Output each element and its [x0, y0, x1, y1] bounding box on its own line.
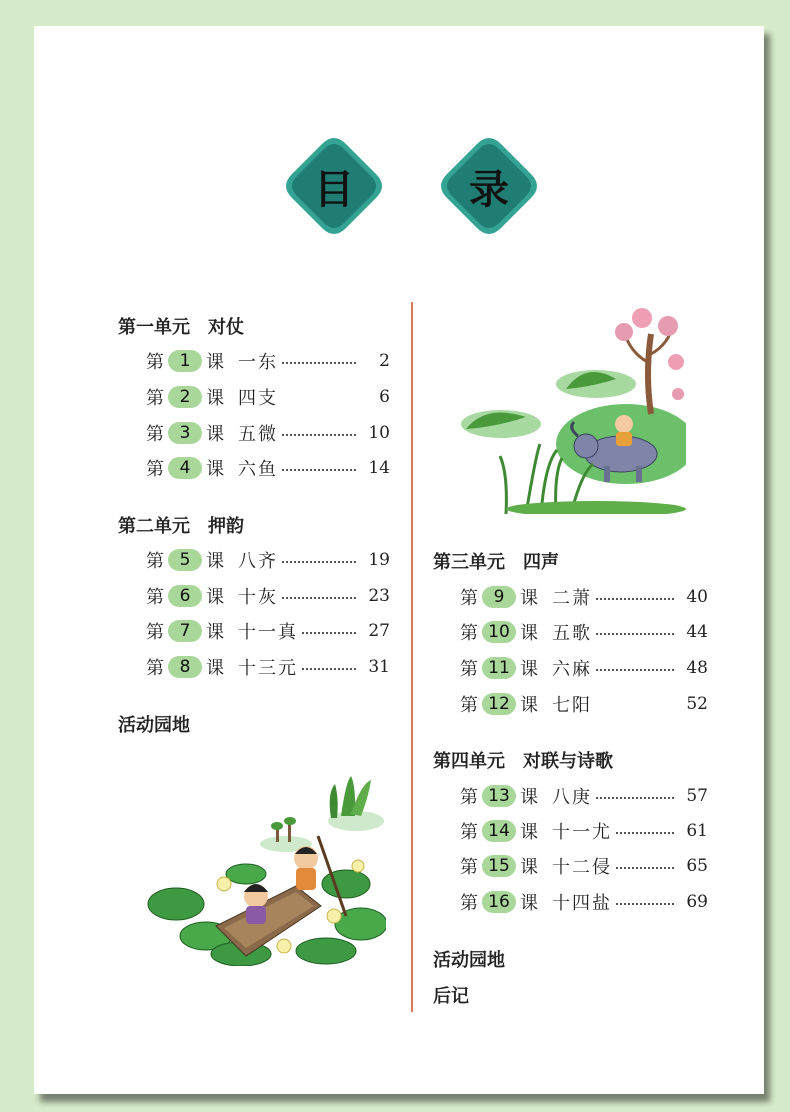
lesson-row-7[interactable] — [146, 618, 390, 644]
lesson-name: 十四盐 — [552, 893, 612, 914]
title-badge-2 — [439, 136, 539, 236]
unit-1-title[interactable] — [118, 313, 244, 339]
lesson-name: 十二侵 — [552, 857, 612, 878]
page-number: 57 — [686, 786, 708, 806]
page-number: 27 — [368, 621, 390, 641]
lesson-suffix: 课 — [206, 587, 224, 608]
lesson-suffix: 课 — [520, 857, 538, 878]
lesson-row-4[interactable] — [146, 455, 390, 481]
lesson-suffix: 课 — [206, 622, 224, 643]
lesson-name: 八庚 — [552, 787, 592, 808]
lesson-suffix: 课 — [520, 659, 538, 680]
lesson-name: 五微 — [238, 424, 278, 445]
lesson-number-badge: 2 — [168, 386, 202, 408]
lesson-number-badge: 9 — [482, 586, 516, 608]
toc-page — [34, 26, 764, 1094]
lesson-name: 四支 — [238, 388, 278, 409]
lesson-prefix: 第 — [146, 352, 164, 373]
leader-dots — [282, 434, 356, 436]
lesson-prefix: 第 — [460, 623, 478, 644]
unit-2-name: 押韵 — [208, 516, 244, 537]
title-badge-1 — [284, 136, 384, 236]
lesson-number-badge: 7 — [168, 620, 202, 642]
lesson-number-badge: 11 — [482, 657, 516, 679]
page-number: 19 — [368, 550, 390, 570]
lesson-prefix: 第 — [460, 659, 478, 680]
lesson-prefix: 第 — [460, 822, 478, 843]
page-number: 40 — [686, 587, 708, 607]
leader-dots — [282, 469, 356, 471]
leader-dots — [596, 633, 674, 635]
unit-2-title[interactable] — [118, 512, 244, 538]
unit-3-ordinal: 第三单元 — [433, 552, 505, 573]
page-number: 10 — [368, 423, 390, 443]
lesson-prefix: 第 — [460, 787, 478, 808]
lesson-prefix: 第 — [146, 551, 164, 572]
unit-4-name: 对联与诗歌 — [523, 751, 613, 772]
lesson-name: 十三元 — [238, 658, 298, 679]
lesson-number-badge: 3 — [168, 422, 202, 444]
lesson-row-5[interactable] — [146, 547, 390, 573]
page-number: 2 — [379, 351, 390, 371]
unit-1-ordinal: 第一单元 — [118, 317, 190, 338]
page-number: 6 — [379, 387, 390, 407]
lesson-row-16[interactable] — [460, 889, 708, 915]
lesson-name: 六鱼 — [238, 459, 278, 480]
lesson-suffix: 课 — [520, 787, 538, 808]
leader-dots — [282, 597, 356, 599]
activity-link-left[interactable]: 活动园地 — [118, 715, 190, 736]
lesson-suffix: 课 — [206, 352, 224, 373]
lesson-prefix: 第 — [460, 695, 478, 716]
lesson-prefix: 第 — [460, 857, 478, 878]
leader-dots — [282, 362, 356, 364]
lesson-number-badge: 14 — [482, 820, 516, 842]
lesson-prefix: 第 — [146, 459, 164, 480]
lesson-name: 二萧 — [552, 588, 592, 609]
leader-dots — [596, 598, 674, 600]
lesson-suffix: 课 — [520, 695, 538, 716]
page-number: 44 — [686, 622, 708, 642]
page-number: 69 — [686, 892, 708, 912]
title-char-1: 目 — [314, 166, 354, 213]
lesson-row-12[interactable] — [460, 691, 708, 717]
lesson-number-badge: 12 — [482, 693, 516, 715]
lesson-number-badge: 1 — [168, 350, 202, 372]
lesson-row-13[interactable] — [460, 783, 708, 809]
leader-dots — [596, 797, 674, 799]
page-number: 61 — [686, 821, 708, 841]
lesson-number-badge: 15 — [482, 855, 516, 877]
unit-3-title[interactable] — [433, 548, 559, 574]
buffalo-rider-illustration — [446, 304, 686, 514]
lesson-row-6[interactable] — [146, 583, 390, 609]
lesson-name: 十一真 — [238, 622, 298, 643]
lesson-row-1[interactable] — [146, 348, 390, 374]
lesson-suffix: 课 — [520, 893, 538, 914]
lesson-row-14[interactable] — [460, 818, 708, 844]
unit-2-ordinal: 第二单元 — [118, 516, 190, 537]
lesson-row-9[interactable] — [460, 584, 708, 610]
unit-3-name: 四声 — [523, 552, 559, 573]
lesson-number-badge: 5 — [168, 549, 202, 571]
lesson-prefix: 第 — [146, 622, 164, 643]
lesson-suffix: 课 — [206, 388, 224, 409]
page-number: 65 — [686, 856, 708, 876]
column-divider — [411, 302, 413, 1012]
unit-1-name: 对仗 — [208, 317, 244, 338]
unit-4-ordinal: 第四单元 — [433, 751, 505, 772]
lesson-suffix: 课 — [206, 424, 224, 445]
lesson-prefix: 第 — [146, 424, 164, 445]
lesson-row-15[interactable] — [460, 853, 708, 879]
lesson-row-10[interactable] — [460, 619, 708, 645]
leader-dots — [302, 668, 356, 670]
leader-dots — [616, 832, 674, 834]
lesson-row-8[interactable] — [146, 654, 390, 680]
lesson-suffix: 课 — [206, 551, 224, 572]
lesson-name: 十灰 — [238, 587, 278, 608]
lesson-prefix: 第 — [460, 893, 478, 914]
lesson-number-badge: 10 — [482, 621, 516, 643]
lesson-suffix: 课 — [520, 588, 538, 609]
lesson-row-2[interactable] — [146, 384, 390, 410]
afterword-link[interactable]: 后记 — [433, 986, 469, 1007]
title-char-2: 录 — [469, 166, 509, 213]
lesson-prefix: 第 — [146, 587, 164, 608]
page-number: 31 — [368, 657, 390, 677]
unit-4-title[interactable] — [433, 747, 613, 773]
lesson-prefix: 第 — [146, 388, 164, 409]
lesson-suffix: 课 — [520, 623, 538, 644]
lesson-prefix: 第 — [460, 588, 478, 609]
page-number: 23 — [368, 586, 390, 606]
lesson-prefix: 第 — [146, 658, 164, 679]
lesson-suffix: 课 — [206, 658, 224, 679]
lesson-name: 一东 — [238, 352, 278, 373]
lesson-number-badge: 6 — [168, 585, 202, 607]
lesson-number-badge: 8 — [168, 656, 202, 678]
lesson-name: 十一尤 — [552, 822, 612, 843]
lesson-name: 七阳 — [552, 695, 592, 716]
leader-dots — [282, 561, 356, 563]
lesson-suffix: 课 — [520, 822, 538, 843]
lesson-row-11[interactable] — [460, 655, 708, 681]
page-number: 14 — [368, 458, 390, 478]
page-number: 52 — [686, 694, 708, 714]
activity-link-right[interactable]: 活动园地 — [433, 950, 505, 971]
leader-dots — [596, 669, 674, 671]
lesson-name: 八齐 — [238, 551, 278, 572]
leader-dots — [616, 867, 674, 869]
lesson-name: 六麻 — [552, 659, 592, 680]
leader-dots — [302, 632, 356, 634]
lesson-number-badge: 16 — [482, 891, 516, 913]
lesson-row-3[interactable] — [146, 420, 390, 446]
page-number: 48 — [686, 658, 708, 678]
lesson-number-badge: 13 — [482, 785, 516, 807]
lesson-name: 五歌 — [552, 623, 592, 644]
children-boating-illustration — [146, 766, 386, 966]
lesson-suffix: 课 — [206, 459, 224, 480]
lesson-number-badge: 4 — [168, 457, 202, 479]
leader-dots — [616, 903, 674, 905]
